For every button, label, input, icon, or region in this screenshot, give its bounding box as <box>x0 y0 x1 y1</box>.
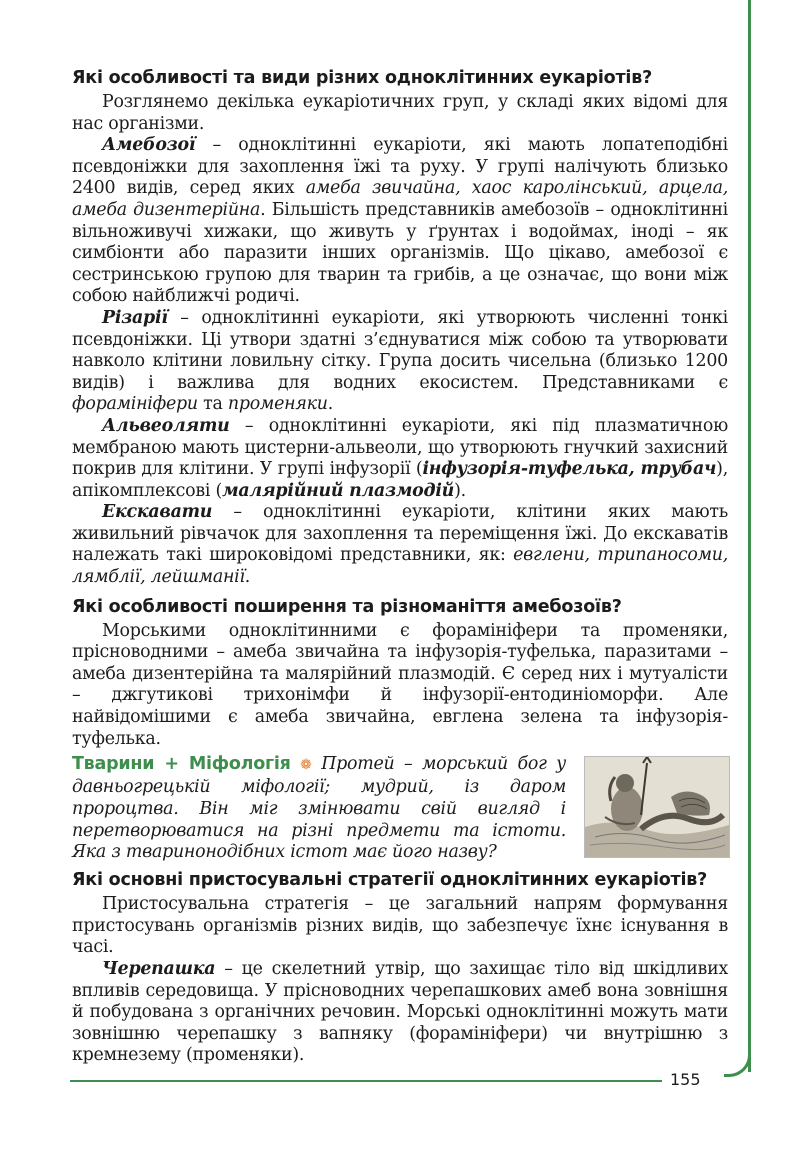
text: – одноклітинні еукаріоти, які під плазматичною мембраною мають цистерни-альвеоли, що утворюють гнучкий захисний покрив для клітини. У групі інфузорії ( <box>72 415 728 480</box>
paragraph-strategy-definition: Пристосувальна стратегія – це загальний напрям формування пристосувань організмів різних видів, що забезпечує їхнє існування в часі. <box>72 894 728 958</box>
text: . <box>327 394 333 415</box>
text: . Більшість представників амебозоїв – одноклітинні вільноживучі хижаки, що живуть у ґрунтах і водоймах, іноді – як симбіонти або паразити інших організмів. Що цікаво, амебозої є сестринською групою для тварин та грибів, а це означає, що вони між собою найближчі родичі. <box>72 199 728 307</box>
text: ). <box>454 480 466 501</box>
species-list: амеба звичайна, хаос каролінський, арцела, амеба дизентерійна <box>72 178 728 220</box>
paragraph-excavata <box>72 502 728 588</box>
text: . <box>244 567 251 588</box>
paragraph-amoebozoa <box>72 135 728 308</box>
footer-line <box>70 1080 662 1082</box>
paragraph-distribution: Морськими одноклітинними є форамініфери та променяки, прісноводними – амеба звичайна та інфузорія-туфелька, паразитами – амеба дизентерійна та малярійний плазмодій. Є серед них і мутуалісти – джгутикові трихонімфи й інфузорії-ентодиніоморфи. Але найвідомішими є амеба звичайна, евглена зелена та інфузорія-туфелька. <box>72 620 728 749</box>
paragraph-shell <box>72 959 728 1067</box>
text: ), апікомплексові ( <box>72 459 728 501</box>
mythology-box <box>72 754 728 862</box>
paragraph-intro: Розглянемо декілька еукаріотичних груп, у складі яких відомі для нас організми. <box>72 92 728 134</box>
text: – це скелетний утвір, що захищає тіло від шкідливих впливів середовища. У прісноводних черепашкових амеб вона зовнішня й побудована з органічних речовин. Морські одноклітинні можуть мати зовнішню черепашку з вапняку (форамініфери) чи внутрішню з кремнезему (променяки). <box>72 959 728 1066</box>
heading-adaptive-strategies: Які основні пристосувальні стратегії одноклітинних еукаріотів? <box>72 870 708 891</box>
term-shell: Черепашка <box>102 959 216 979</box>
term-alveolata: Альвеоляти <box>102 415 230 436</box>
text: – одноклітинні еукаріоти, клітини яких мають живильний рівчачок для захоплення та переміщення їжі. До екскаватів належать такі широковідомі представники, як: <box>72 502 728 566</box>
species: форамініфери <box>72 394 198 415</box>
margin-line-right <box>748 0 751 1072</box>
mythology-question: Протей – морський бог у давньогрецькій міфології; мудрий, із даром пророцтва. Він міг змінювати свій вигляд і перетворюватися на різні предмети та істоти. Яка з тваринонодібних істот має його назву? <box>72 754 567 863</box>
term-amoebozoa: Амебозої <box>102 135 196 156</box>
proteus-engraving <box>584 756 730 858</box>
paragraph-rhizaria <box>72 308 728 416</box>
flower-icon: ❁ <box>300 757 312 774</box>
species-list: евглени, трипаносоми, лямблії, лейшманії <box>72 545 728 588</box>
page-content <box>72 66 728 1067</box>
paragraph-alveolata <box>72 416 728 502</box>
heading-amoebozoa-distribution: Які особливості поширення та різноманіття амебозоїв? <box>72 596 622 617</box>
species-list: інфузорія-туфелька, трубач <box>422 459 717 480</box>
species: променяки <box>227 394 328 415</box>
text: та <box>197 394 228 415</box>
text: – одноклітинні еукаріоти, які утворюють численні тонкі псевдоніжки. Ці утвори здатні з’єднуватися між собою та утворювати навколо клітини ловильну сітку. Група досить чисельна (близько 1200 видів) і важлива для водних екосистем. Представниками є <box>72 307 728 393</box>
mythology-text <box>72 754 566 864</box>
term-rhizaria: Різарії <box>102 307 168 328</box>
mythology-title: Тварини + Міфологія <box>72 754 291 775</box>
heading-eukaryote-types: Які особливості та види різних одноклітинних еукаріотів? <box>72 68 653 88</box>
term-excavata: Екскавати <box>102 502 213 523</box>
page-number: 155 <box>670 1070 701 1089</box>
proteus-illustration <box>585 757 729 857</box>
species: малярійний плазмодій <box>222 480 455 501</box>
text: – одноклітинні еукаріоти, які мають лопатеподібні псевдоніжки для захоплення їжі та руху. У групі налічують близько 2400 видів, серед яких <box>72 135 728 199</box>
margin-line-curve <box>724 1044 751 1077</box>
